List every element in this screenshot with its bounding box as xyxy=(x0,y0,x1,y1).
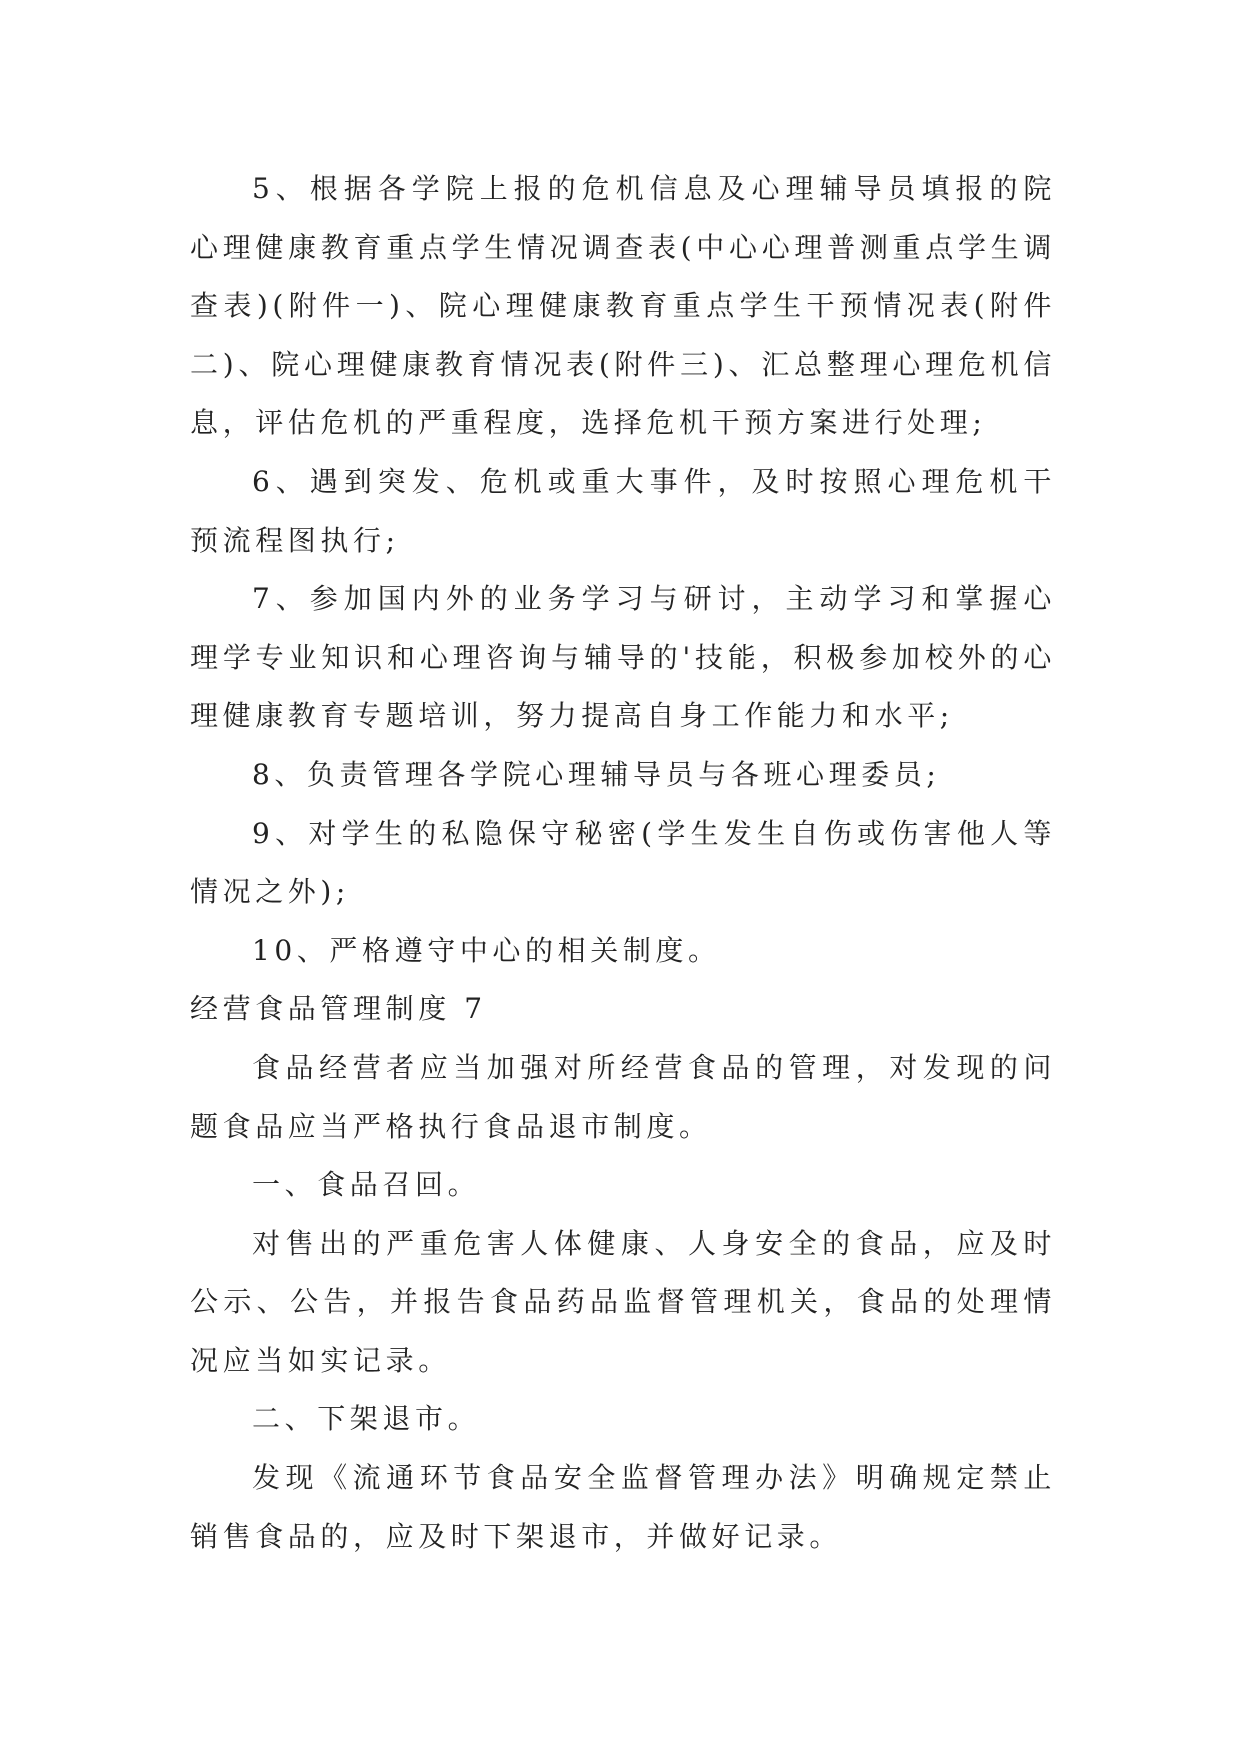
paragraph-item-5: 5、根据各学院上报的危机信息及心理辅导员填报的院心理健康教育重点学生情况调查表(中心心理普测重点学生调查表)(附件一)、院心理健康教育重点学生干预情况表(附件二)、院心理健康教育情况表(附件三)、汇总整理心理危机信息，评估危机的严重程度，选择危机干预方案进行处理; xyxy=(190,172,1056,440)
paragraph-item-7: 7、参加国内外的业务学习与研讨，主动学习和掌握心理学专业知识和心理咨询与辅导的'技能，积极参加校外的心理健康教育专题培训，努力提高自身工作能力和水平; xyxy=(190,582,1056,733)
paragraph-item-9: 9、对学生的私隐保守秘密(学生发生自伤或伤害他人等情况之外); xyxy=(190,816,1056,909)
section-heading: 经营食品管理制度 7 xyxy=(190,992,487,1026)
recall-paragraph: 对售出的严重危害人体健康、人身安全的食品，应及时公示、公告，并报告食品药品监督管理机关，食品的处理情况应当如实记录。 xyxy=(190,1226,1056,1377)
subsection-title-recall: 一、食品召回。 xyxy=(252,1168,481,1202)
paragraph-item-10: 10、严格遵守中心的相关制度。 xyxy=(252,933,721,967)
subsection-title-delisting: 二、下架退市。 xyxy=(252,1402,481,1436)
intro-paragraph: 食品经营者应当加强对所经营食品的管理，对发现的问题食品应当严格执行食品退市制度。 xyxy=(190,1050,1056,1143)
paragraph-item-6: 6、遇到突发、危机或重大事件，及时按照心理危机干预流程图执行; xyxy=(190,464,1056,557)
paragraph-item-8: 8、负责管理各学院心理辅导员与各班心理委员; xyxy=(252,757,941,791)
delisting-paragraph: 发现《流通环节食品安全监督管理办法》明确规定禁止销售食品的，应及时下架退市，并做好记录。 xyxy=(190,1461,1056,1553)
document-page xyxy=(190,160,1056,1566)
